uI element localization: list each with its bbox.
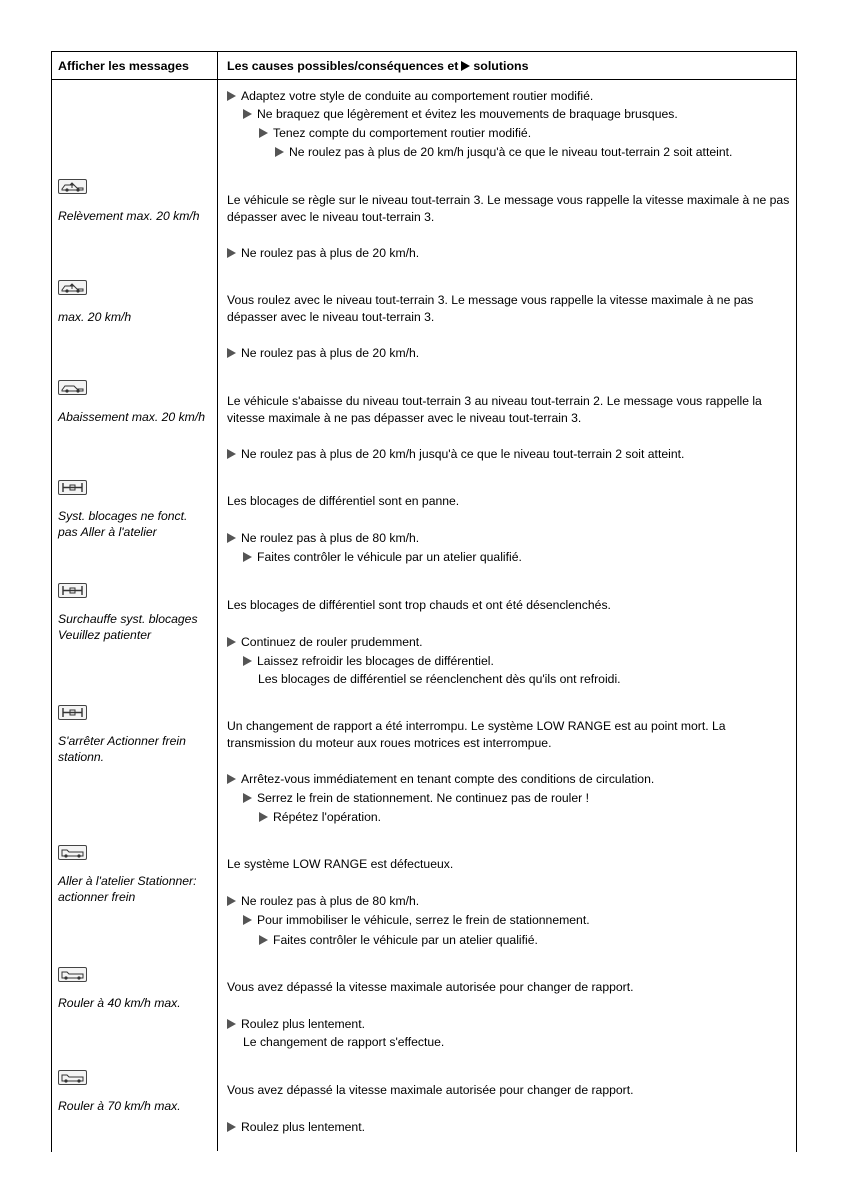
message-label: Rouler à 70 km/h max. (58, 1099, 181, 1113)
step-text: Pour immobiliser le véhicule, serrez le frein de stationnement. (257, 913, 590, 927)
arrow-icon (243, 109, 252, 119)
arrow-icon (243, 915, 252, 925)
step-text: Adaptez votre style de conduite au comportement routier modifié. (241, 89, 594, 103)
step (275, 144, 732, 161)
message-description: Vous avez dépassé la vitesse maximale autorisée pour changer de rapport. (227, 980, 634, 994)
step-text: Ne braquez que légèrement et évitez les mouvements de braquage brusques. (257, 107, 678, 121)
differential-lock-icon (58, 705, 87, 720)
message-label: Abaissement max. 20 km/h (58, 410, 205, 424)
arrow-icon (227, 896, 236, 906)
step-text: Serrez le frein de stationnement. Ne continuez pas de rouler ! (257, 791, 589, 805)
step (227, 88, 593, 105)
arrow-icon (227, 637, 236, 647)
step (227, 1119, 365, 1136)
step-text: Faites contrôler le véhicule par un atelier qualifié. (257, 550, 522, 564)
step (227, 446, 684, 463)
arrow-icon (227, 91, 236, 101)
arrow-icon (227, 774, 236, 784)
step-text: Ne roulez pas à plus de 80 km/h. (241, 531, 420, 545)
message-label: S'arrêter Actionner frein stationn. (58, 734, 186, 764)
message-label: Relèvement max. 20 km/h (58, 209, 200, 223)
step (227, 245, 419, 262)
car-raise-icon (58, 280, 87, 295)
step (227, 345, 419, 362)
differential-lock-icon (58, 480, 87, 495)
step (227, 771, 654, 788)
step (227, 893, 419, 910)
message-description: Le système LOW RANGE est défectueux. (227, 857, 454, 871)
step (243, 653, 494, 670)
message-label: Rouler à 40 km/h max. (58, 996, 181, 1010)
step-text: Arrêtez-vous immédiatement en tenant compte des conditions de circulation. (241, 772, 655, 786)
step (259, 125, 531, 142)
step-text: Laissez refroidir les blocages de différentiel. (257, 654, 494, 668)
message-description: Vous roulez avec le niveau tout-terrain 3. Le message vous rappelle la vitesse maximale à ne pas dépasser avec le niveau tout-terrain 3. (227, 293, 754, 324)
header-col-causes (227, 59, 528, 73)
step-text: Ne roulez pas à plus de 20 km/h. (241, 246, 420, 260)
step-text: Tenez compte du comportement routier modifié. (273, 126, 532, 140)
message-description: Un changement de rapport a été interrompu. Le système LOW RANGE est au point mort. La transmission du moteur aux roues motrices est interrompue. (227, 719, 726, 750)
step-text: Répétez l'opération. (273, 810, 382, 824)
arrow-icon (259, 812, 268, 822)
message-label: Aller à l'atelier Stationner: actionner frein (58, 874, 197, 904)
header-col-messages: Afficher les messages (58, 59, 189, 73)
message-label: Surchauffe syst. blocages Veuillez patienter (58, 612, 198, 642)
step-continuation: Le changement de rapport s'effectue. (243, 1035, 445, 1049)
arrow-icon (259, 935, 268, 945)
message-description: Les blocages de différentiel sont trop chauds et ont été désenclenchés. (227, 598, 611, 612)
step-text: Continuez de rouler prudemment. (241, 635, 423, 649)
step-text: Ne roulez pas à plus de 80 km/h. (241, 894, 420, 908)
step-text: Faites contrôler le véhicule par un atelier qualifié. (273, 933, 538, 947)
step (227, 634, 423, 651)
arrow-icon (227, 1122, 236, 1132)
differential-lock-icon (58, 583, 87, 598)
step (243, 790, 589, 807)
step-text: Roulez plus lentement. (241, 1017, 365, 1031)
arrow-icon (227, 248, 236, 258)
step (243, 912, 590, 929)
arrow-icon (259, 128, 268, 138)
arrow-icon (243, 656, 252, 666)
header-divider (51, 79, 796, 80)
arrow-icon (275, 147, 284, 157)
message-description: Le véhicule se règle sur le niveau tout-terrain 3. Le message vous rappelle la vitesse maximale à ne pas dépasser avec le niveau tout-terrain 3. (227, 193, 790, 224)
message-label: Syst. blocages ne fonct. pas Aller à l'atelier (58, 509, 188, 539)
column-divider (217, 51, 218, 1151)
arrow-icon (227, 533, 236, 543)
car-raise-icon (58, 179, 87, 194)
arrow-icon (227, 1019, 236, 1029)
arrow-icon (461, 61, 470, 71)
step (227, 1016, 365, 1033)
header-col-causes-post: solutions (473, 59, 529, 73)
arrow-icon (227, 449, 236, 459)
header-col-causes-pre: Les causes possibles/conséquences et (227, 59, 459, 73)
step (259, 932, 538, 949)
low-range-icon (58, 845, 87, 860)
car-lower-icon (58, 380, 87, 395)
step-text: Roulez plus lentement. (241, 1120, 365, 1134)
arrow-icon (227, 348, 236, 358)
step (227, 530, 419, 547)
step (243, 106, 678, 123)
step-text: Ne roulez pas à plus de 20 km/h jusqu'à ce que le niveau tout-terrain 2 soit atteint. (241, 447, 685, 461)
step-text: Ne roulez pas à plus de 20 km/h jusqu'à ce que le niveau tout-terrain 2 soit atteint. (289, 145, 733, 159)
message-description: Les blocages de différentiel sont en panne. (227, 494, 460, 508)
low-range-icon (58, 967, 87, 982)
step (259, 809, 381, 826)
arrow-icon (243, 793, 252, 803)
arrow-icon (243, 552, 252, 562)
step (243, 549, 522, 566)
message-label: max. 20 km/h (58, 310, 132, 324)
message-description: Le véhicule s'abaisse du niveau tout-terrain 3 au niveau tout-terrain 2. Le message vous rappelle la vitesse maximale à ne pas dépasser avec le niveau tout-terrain 3. (227, 394, 762, 425)
low-range-icon (58, 1070, 87, 1085)
step-text: Ne roulez pas à plus de 20 km/h. (241, 346, 420, 360)
step-continuation: Les blocages de différentiel se réenclenchent dès qu'ils ont refroidi. (258, 672, 621, 686)
message-description: Vous avez dépassé la vitesse maximale autorisée pour changer de rapport. (227, 1083, 634, 1097)
